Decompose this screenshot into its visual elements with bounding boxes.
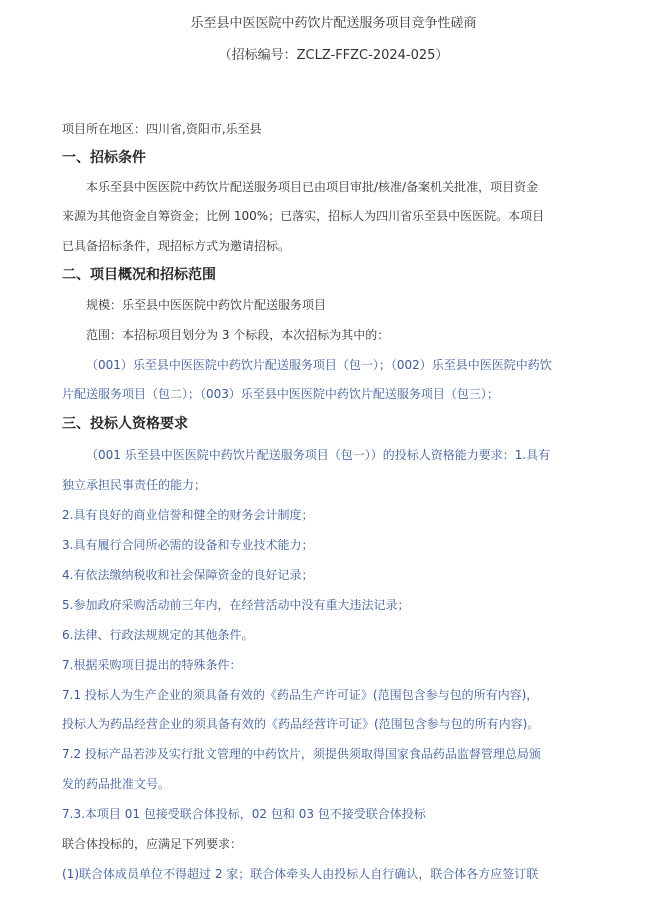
lots-line: （001）乐至县中医医院中药饮片配送服务项目（包一）；（002）乐至县中医医院中药饮	[86, 358, 552, 372]
section-1-line: 来源为其他资金自筹资金；比例 100%；已落实，招标人为四川省乐至县中医医院。本项目	[62, 209, 545, 223]
section-1-line: 本乐至县中医医院中药饮片配送服务项目已由项目审批/核准/备案机关批准，项目资金	[86, 180, 539, 194]
requirement-item: 7.根据采购项目提出的特殊条件：	[62, 658, 242, 672]
tender-code: （招标编号：ZCLZ-FFZC-2024-025）	[218, 48, 449, 63]
requirement-item: 7.2 投标产品若涉及实行批文管理的中药饮片，须提供须取得国家食品药品监督管理总局颁	[62, 747, 541, 761]
section-1-heading: 一、招标条件	[62, 150, 146, 166]
section-2-heading: 二、项目概况和招标范围	[62, 267, 216, 283]
requirement-item: 7.1 投标人为生产企业的须具备有效的《药品生产许可证》(范围包含参与包的所有内容)，	[62, 688, 539, 702]
lots-line: 片配送服务项目（包二）；（003）乐至县中医医院中药饮片配送服务项目（包三）；	[62, 387, 499, 401]
joint-bid-requirement: (1)联合体成员单位不得超过 2 家；联合体牵头人由投标人自行确认，联合体各方应签订联	[62, 867, 539, 881]
document-title: 乐至县中医医院中药饮片配送服务项目竞争性磋商	[190, 16, 477, 31]
section-1-line: 已具备招标条件，现招标方式为邀请招标。	[62, 239, 291, 253]
requirement-item: 投标人为药品经营企业的须具备有效的《药品经营许可证》(范围包含参与包的所有内容)。	[62, 717, 540, 731]
qualification-intro: 独立承担民事责任的能力；	[62, 478, 207, 492]
section-3-heading: 三、投标人资格要求	[62, 416, 188, 432]
project-location: 项目所在地区：四川省,资阳市,乐至县	[62, 122, 262, 136]
requirement-item: 4.有依法缴纳税收和社会保障资金的良好记录；	[62, 568, 314, 582]
requirement-item: 7.3.本项目 01 包接受联合体投标，02 包和 03 包不接受联合体投标	[62, 807, 426, 821]
requirement-item: 6.法律、行政法规规定的其他条件。	[62, 628, 254, 642]
qualification-intro: （001 乐至县中医医院中药饮片配送服务项目（包一））的投标人资格能力要求：1.具有	[86, 448, 551, 462]
requirement-item: 3.具有履行合同所必需的设备和专业技术能力；	[62, 538, 314, 552]
project-scope: 范围：本招标项目划分为 3 个标段，本次招标为其中的：	[86, 328, 390, 342]
requirement-item: 发的药品批准文号。	[62, 777, 171, 791]
joint-bid-intro: 联合体投标的，应满足下列要求：	[62, 837, 243, 851]
project-scale: 规模：乐至县中医医院中药饮片配送服务项目	[86, 298, 327, 312]
requirement-item: 2.具有良好的商业信誉和健全的财务会计制度；	[62, 508, 314, 522]
requirement-item: 5.参加政府采购活动前三年内，在经营活动中没有重大违法记录；	[62, 598, 410, 612]
